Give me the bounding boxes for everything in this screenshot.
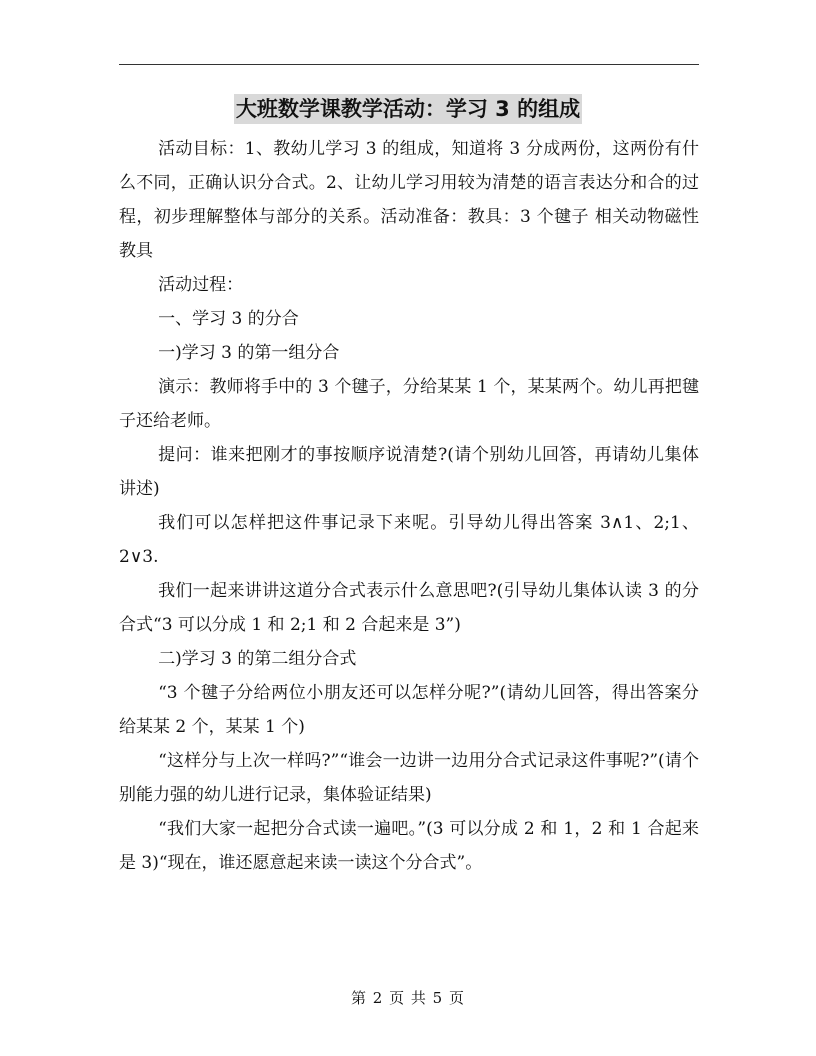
paragraph-explain: 我们一起来讲讲这道分合式表示什么意思吧?(引导幼儿集体认读 3 的分合式“3 可以分成 1 和 2;1 和 2 合起来是 3”) (119, 581, 699, 635)
paragraph-compare: “这样分与上次一样吗?”“谁会一边讲一边用分合式记录这件事呢?”(请个别能力强的幼儿进行记录，集体验证结果) (119, 751, 699, 805)
paragraph-process-heading: 活动过程： (158, 275, 244, 295)
paragraph-read-together: “我们大家一起把分合式读一遍吧。”(3 可以分成 2 和 1，2 和 1 合起来是 3)“现在，谁还愿意起来读一读这个分合式”。 (119, 819, 699, 873)
header-rule (119, 64, 699, 65)
paragraph-second-split: “3 个毽子分给两位小朋友还可以怎样分呢?”(请幼儿回答，得出答案分给某某 2 个，某某 1 个) (119, 683, 699, 737)
page-title: 大班数学课教学活动：学习 3 的组成 (234, 94, 582, 124)
title-block (0, 94, 816, 124)
subsection-heading-2: 二)学习 3 的第二组分合式 (158, 649, 357, 669)
paragraph-record: 我们可以怎样把这件事记录下来呢。引导幼儿得出答案 3∧1、2;1、2∨3. (119, 513, 699, 567)
subsection-heading-1: 一)学习 3 的第一组分合 (158, 343, 340, 363)
paragraph-objectives: 活动目标：1、教幼儿学习 3 的组成，知道将 3 分成两份，这两份有什么不同，正确认识分合式。2、让幼儿学习用较为清楚的语言表达分和合的过程，初步理解整体与部分的关系。活动准备：教具：3 个毽子 相关动物磁性教具 (119, 139, 699, 261)
document-body (119, 132, 699, 880)
paragraph-question: 提问：谁来把刚才的事按顺序说清楚?(请个别幼儿回答，再请幼儿集体讲述) (119, 445, 699, 499)
paragraph-demonstration: 演示：教师将手中的 3 个毽子，分给某某 1 个，某某两个。幼儿再把毽子还给老师。 (119, 377, 699, 431)
page-number-footer: 第 2 页 共 5 页 (351, 989, 465, 1007)
section-heading-1: 一、学习 3 的分合 (158, 309, 299, 329)
